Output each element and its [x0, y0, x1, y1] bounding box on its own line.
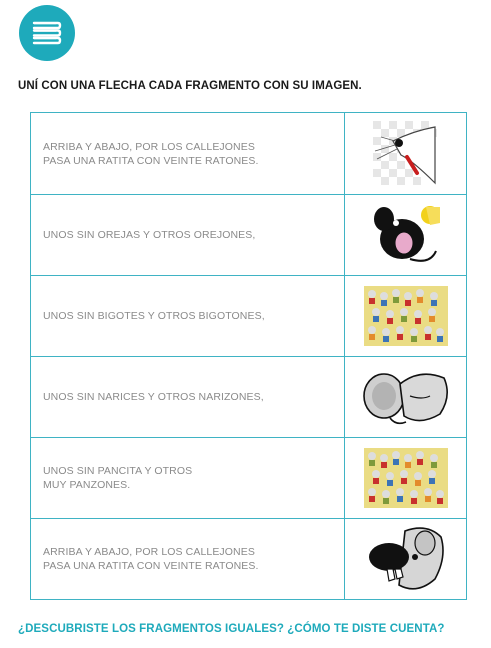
fragment-cell: [31, 438, 345, 518]
image-cell: [345, 276, 466, 356]
image-cell: [345, 519, 466, 599]
fragment-cell: [31, 113, 345, 194]
fragment-text: UNOS SIN PANCITA Y OTROS MUY PANZONES.: [43, 465, 193, 491]
mouse-big-ear-icon: [360, 366, 452, 428]
fragment-text: UNOS SIN OREJAS Y OTROS OREJONES,: [43, 229, 256, 241]
mice-group-icon: [364, 448, 448, 508]
table-row: [31, 275, 466, 356]
fragment-cell: [31, 195, 345, 275]
question-text: ¿DESCUBRISTE LOS FRAGMENTOS IGUALES? ¿CÓMO TE DISTE CUENTA?: [18, 623, 445, 635]
mouse-face-icon: [365, 523, 447, 595]
fragment-text: UNOS SIN BIGOTES Y OTROS BIGOTONES,: [43, 310, 265, 322]
image-cell: [345, 195, 466, 275]
fragment-cell: [31, 276, 345, 356]
mouse-ear-icon: [370, 203, 442, 267]
fragment-cell: [31, 519, 345, 599]
instruction-text: UNÍ CON UNA FLECHA CADA FRAGMENTO CON SU IMAGEN.: [18, 80, 362, 92]
table-row: [31, 194, 466, 275]
image-cell: [345, 113, 466, 194]
mouse-tail-icon: [373, 121, 439, 187]
fragment-cell: [31, 357, 345, 437]
table-row: [31, 518, 466, 599]
matching-table: [30, 112, 467, 600]
table-row: [31, 113, 466, 194]
image-cell: [345, 357, 466, 437]
mice-group-icon: [364, 286, 448, 346]
table-row: [31, 437, 466, 518]
fragment-text: ARRIBA Y ABAJO, POR LOS CALLEJONES PASA UNA RATITA CON VEINTE RATONES.: [43, 546, 259, 572]
books-badge: [19, 5, 75, 61]
table-row: [31, 356, 466, 437]
fragment-text: UNOS SIN NARICES Y OTROS NARIZONES,: [43, 391, 264, 403]
image-cell: [345, 438, 466, 518]
stacked-books-icon: [31, 19, 63, 47]
fragment-text: ARRIBA Y ABAJO, POR LOS CALLEJONES PASA UNA RATITA CON VEINTE RATONES.: [43, 140, 259, 167]
